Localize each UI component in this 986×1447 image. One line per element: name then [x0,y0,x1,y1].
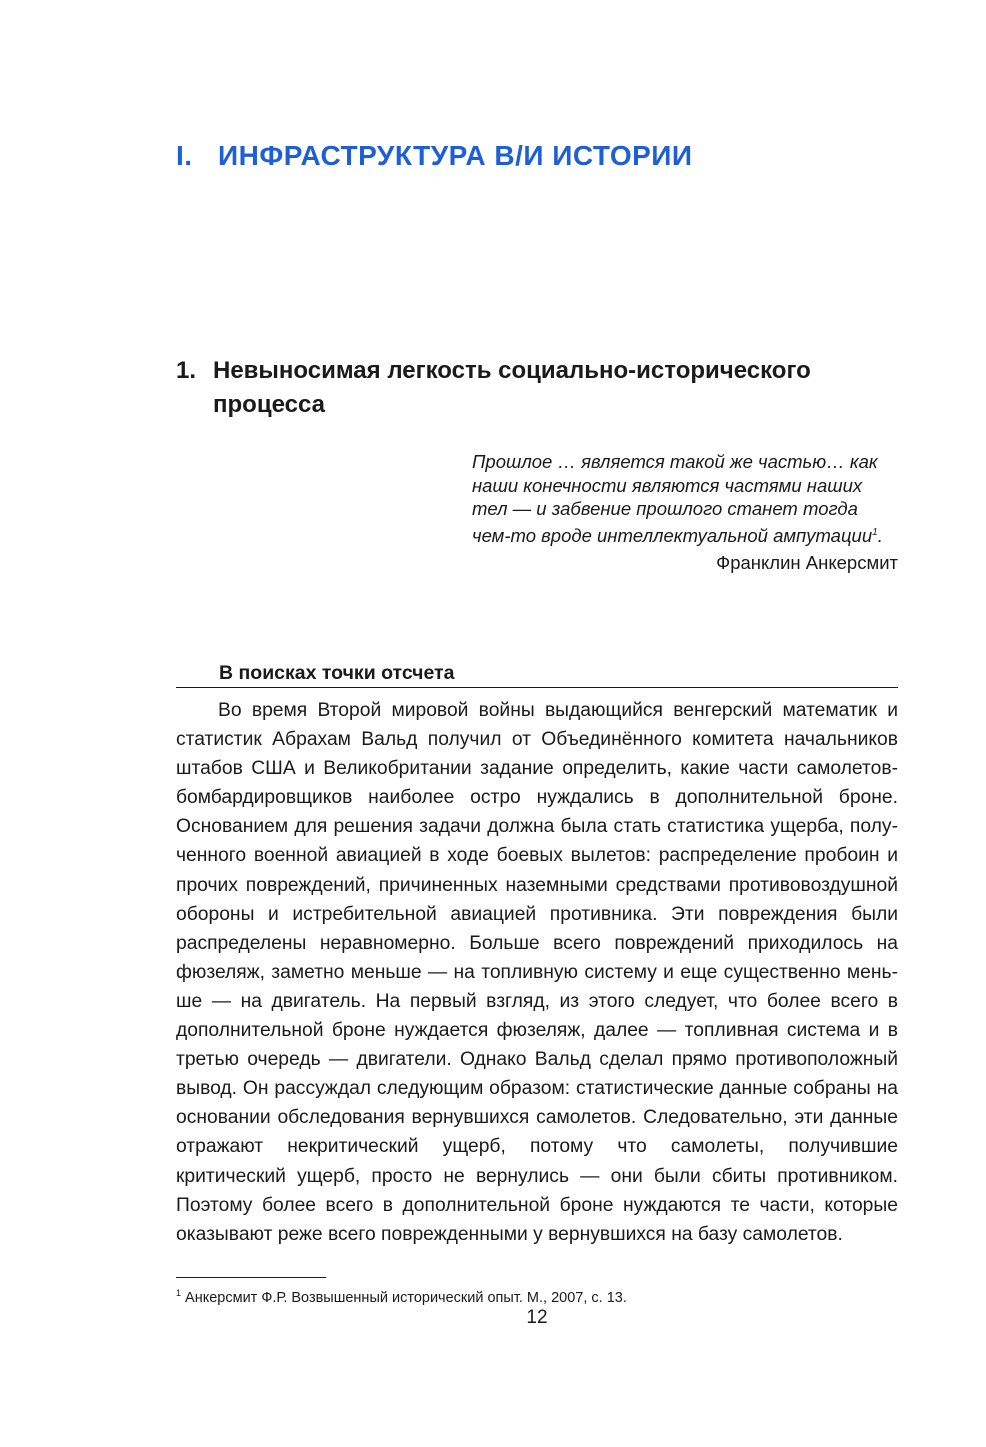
footnote [176,1284,627,1307]
epigraph-footnote-ref[interactable]: 1 [872,526,878,538]
footnote-text: Анкерсмит Ф.Р. Возвышенный исторический опыт. М., 2007, с. 13. [181,1289,627,1306]
section-heading: В поисках точки отсчета [176,660,898,688]
page-number: 12 [526,1307,548,1328]
part-title [176,140,693,172]
chapter-title-text: Невыносимая легкость социально-исторического процесса [213,357,811,418]
epigraph [472,450,900,575]
footnote-marker: 1 [176,1288,182,1298]
epigraph-quote-end: . [877,524,883,546]
part-number: I. [176,140,193,171]
epigraph-author: Франклин Анкерсмит [716,552,898,574]
chapter-number: 1. [176,357,197,384]
epigraph-quote [472,450,900,547]
part-title-text: ИНФРАСТРУКТУРА В/И ИСТОРИИ [218,140,693,171]
epigraph-quote-text: Прошлое … является такой же частью… как наши конечности являются частями наших тел — и забвение прошлого станет тогда чем-то вроде интеллектуальной ампутации [472,451,878,546]
chapter-title [176,354,873,422]
body-paragraph: Во время Второй мировой войны выдающийся венгерский математик и статистик Абрахам Вальд получил от Объединённого комитета начальников штабов США и Великобритании задание определить, какие части самолетов-бомбардировщиков наиболее остро нуждались в дополнительной броне. Основанием для решения задачи должна была стать статистика ущерба, полученного военной авиацией в ходе боевых вылетов: распределение пробоин и прочих повреждений, причиненных наземными средствами противовоздушной обороны и истребительной авиацией противника. Эти повреждения были распределены неравномерно. Больше всего повреждений приходилось на фюзеляж, заметно меньше — на топливную систему и еще существенно меньше — на двигатель. На первый взгляд, из этого следует, что более всего в дополнительной броне нуждается фюзеляж, далее — топливная система и в третью очередь — двигатели. Однако Вальд сделал прямо противоположный вывод. Он рассуждал следующим образом: статистические данные собраны на основании обследования вернувшихся самолетов. Следовательно, эти данные отражают некритический ущерб, потому что самолеты, получившие критический ущерб, просто не вернулись — они были сбиты противником. Поэтому более всего в дополнительной броне нуждаются те части, которые оказывают реже всего поврежденными у вернувшихся на базу самолетов. [176,700,898,1245]
footnote-divider [176,1277,326,1278]
